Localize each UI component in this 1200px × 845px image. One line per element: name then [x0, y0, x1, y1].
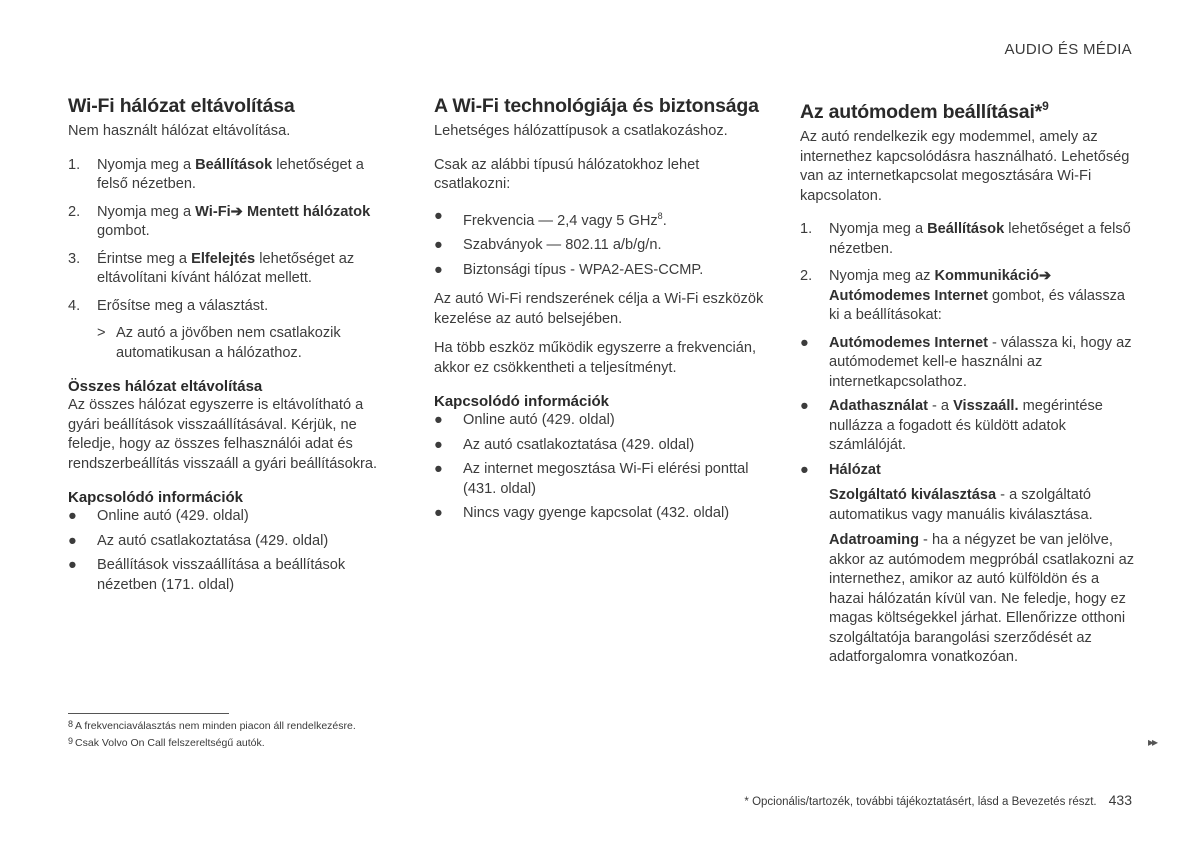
related-link[interactable]: ● Online autó (429. oldal)	[68, 507, 398, 527]
bullet-icon: ●	[434, 412, 443, 428]
section-header: AUDIO ÉS MÉDIA	[1004, 41, 1132, 58]
bullet-icon: ●	[68, 557, 77, 573]
heading-wifi-remove: Wi-Fi hálózat eltávolítása	[68, 95, 295, 117]
heading-related: Kapcsolódó információk	[68, 489, 244, 506]
remove-all-text: Az összes hálózat egyszerre is eltávolítható a gyári beállítások visszaállításával. Kérjük, ne feledje, hogy az összes felhasználói adat és rendszerbeállítás visszaáll a gyári beállításokra.	[68, 397, 378, 472]
bullet-icon: ●	[800, 461, 809, 478]
intro-text: Az autó rendelkezik egy modemmel, amely az internethez kapcsolódásra használható. Lehetőség van az internetkapcsolat megosztására Wi-Fi kapcsolaton.	[800, 129, 1130, 204]
footnote-8: 8 A frekvenciaválasztás nem minden piacon áll rendelkezésre.	[68, 719, 356, 732]
arrow-icon: ➔	[230, 203, 243, 220]
arrow-icon: ➔	[1039, 268, 1052, 284]
optional-note: * Opcionális/tartozék, további tájékoztatásért, lásd a Bevezetés részt.	[744, 796, 1097, 808]
list-item: ● Szabványok — 802.11 a/b/g/n.	[434, 236, 764, 256]
related-list	[68, 507, 398, 595]
subtitle: Nem használt hálózat eltávolítása.	[68, 123, 291, 139]
bullet-icon: ●	[434, 207, 443, 224]
modem-options-list	[800, 334, 1135, 481]
paragraph: Ha több eszköz működik egyszerre a frekvencián, akkor ez csökkentheti a teljesítményt.	[434, 340, 757, 376]
roaming-option: Adatroaming - ha a négyzet be van jelölve, akkor az autómodem megpróbál csatlakozni az internethez, amikor az autó külföldön és a hazai hálózatán kívül van. Ne feledje, hogy ez magas költségekkel járhat. Ellenőrizze otthoni szolgáltatója barangolási szerződését az adatforgalomra vonatkozóan.	[829, 532, 1135, 665]
related-link[interactable]: ● Az autó csatlakoztatása (429. oldal)	[68, 532, 398, 552]
footnote-ref: 8	[657, 210, 663, 221]
related-link[interactable]: ● Az autó csatlakoztatása (429. oldal)	[434, 436, 764, 456]
step-1: 1. Nyomja meg a Beállítások lehetőséget a felső nézetben.	[68, 156, 364, 192]
bullet-icon: ●	[434, 461, 443, 477]
column-modem-settings	[800, 94, 1135, 674]
column-wifi-tech	[434, 94, 764, 529]
bullet-icon: ●	[434, 436, 443, 453]
related-list	[434, 411, 764, 524]
list-item: ● Biztonsági típus - WPA2-AES-CCMP.	[434, 261, 764, 281]
provider-option: Szolgáltató kiválasztása - a szolgáltató automatikus vagy manuális kiválasztása.	[829, 487, 1093, 523]
step-3: 3. Érintse meg a Elfelejtés lehetőséget az eltávolítani kívánt hálózat mellett.	[68, 250, 355, 286]
footnote-divider	[68, 713, 229, 714]
step-result: > Az autó a jövőben nem csatlakozik automatikusan a hálózathoz.	[97, 325, 341, 361]
related-link[interactable]: ● Nincs vagy gyenge kapcsolat (432. oldal)	[434, 504, 764, 524]
step-1: 1. Nyomja meg a Beállítások lehetőséget a felső nézetben.	[800, 221, 1131, 257]
list-item: ● Adathasználat - a Visszaáll. megérintése nullázza a fogadott és küldött adatok számlálóját.	[800, 398, 1103, 453]
continue-icon: ▸▸	[1148, 735, 1157, 749]
list-item: ● Frekvencia — 2,4 vagy 5 GHz$^8$.	[434, 207, 667, 229]
list-item: ● Autómodemes Internet - válassza ki, hogy az autómodemet kell-e használni az internetkapcsolathoz.	[800, 334, 1132, 390]
footnote-9: 9 Csak Volvo On Call felszereltségű autók.	[68, 736, 265, 749]
heading-modem-settings: Az autómodem beállításai*$^9$	[800, 99, 1049, 123]
bullet-icon: ●	[68, 508, 77, 524]
related-link[interactable]: ● Beállítások visszaállítása a beállítások nézetben (171. oldal)	[68, 557, 346, 593]
heading-remove-all: Összes hálózat eltávolítása	[68, 378, 263, 395]
heading-wifi-tech: A Wi-Fi technológiája és biztonsága	[434, 95, 759, 117]
step-2: 2. Nyomja meg a Wi-Fi➔ Mentett hálózatok gombot.	[68, 203, 371, 239]
bullet-icon: ●	[800, 398, 809, 414]
heading-related: Kapcsolódó információk	[434, 393, 610, 410]
footnotes	[68, 717, 356, 751]
bullet-icon: ●	[68, 532, 77, 549]
step-2: 2. Nyomja meg az Kommunikáció➔ Autómodemes Internet gombot, és válassza ki a beállításokat:	[800, 268, 1126, 323]
page-footer	[744, 792, 1132, 808]
intro-text: Csak az alábbi típusú hálózatokhoz lehet csatlakozni:	[434, 156, 700, 192]
bullet-icon: ●	[434, 261, 443, 278]
page-number: 433	[1108, 792, 1132, 808]
step-4: 4. Erősítse meg a választást.	[68, 297, 269, 314]
related-link[interactable]: ● Az internet megosztása Wi-Fi elérési ponttal (431. oldal)	[434, 461, 749, 497]
network-type-list	[434, 207, 764, 281]
related-link[interactable]: ● Online autó (429. oldal)	[434, 411, 764, 431]
paragraph: Az autó Wi-Fi rendszerének célja a Wi-Fi eszközök kezelése az autó belsejében.	[434, 291, 764, 327]
bullet-icon: ●	[434, 505, 443, 521]
subtitle: Lehetséges hálózattípusok a csatlakozáshoz.	[434, 123, 728, 139]
list-item: ● Hálózat	[800, 461, 1135, 481]
column-wifi-remove	[68, 94, 398, 600]
bullet-icon: ●	[434, 237, 443, 253]
footnote-ref: 9	[1042, 99, 1049, 113]
bullet-icon: ●	[800, 334, 809, 351]
